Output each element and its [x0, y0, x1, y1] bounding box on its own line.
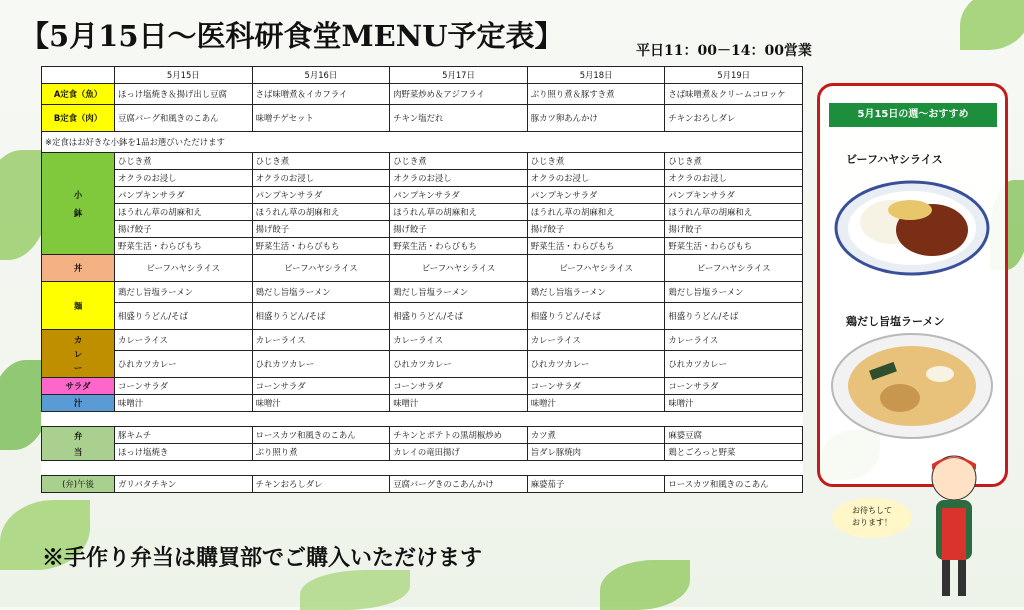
menu-cell: カレーライス [252, 330, 390, 351]
menu-cell: パンプキンサラダ [665, 187, 803, 204]
menu-cell: 揚げ餃子 [527, 221, 665, 238]
category-label-kobachi: 小 鉢 [42, 153, 115, 255]
menu-cell: 旨ダレ豚焼肉 [527, 444, 665, 461]
menu-cell: ビーフハヤシライス [527, 255, 665, 282]
menu-cell: オクラのお浸し [390, 170, 528, 187]
menu-cell: 鶏だし旨塩ラーメン [390, 282, 528, 303]
menu-cell: オクラのお浸し [665, 170, 803, 187]
speech-bubble: お待ちして おります！ [832, 498, 912, 538]
menu-cell: ビーフハヤシライス [115, 255, 253, 282]
menu-cell: ひれカツカレー [252, 351, 390, 378]
menu-cell: ロースカツ和風きのこあん [252, 427, 390, 444]
day-header: 5月17日 [390, 67, 528, 84]
menu-cell: 相盛りうどん/そば [527, 303, 665, 330]
category-label: (弁)午後 [42, 476, 115, 493]
table-row-teishoku-a [42, 84, 803, 105]
menu-cell: カレーライス [527, 330, 665, 351]
table-row-kobachi [42, 204, 803, 221]
menu-cell: ひれカツカレー [527, 351, 665, 378]
menu-cell: チキン塩だれ [390, 105, 528, 132]
menu-cell: 揚げ餃子 [115, 221, 253, 238]
menu-cell: 鶏とごろっと野菜 [665, 444, 803, 461]
menu-table [41, 66, 803, 493]
menu-cell: 相盛りうどん/そば [665, 303, 803, 330]
table-row-kobachi [42, 238, 803, 255]
category-label: 汁 [42, 395, 115, 412]
menu-cell: パンプキンサラダ [390, 187, 528, 204]
menu-cell: ほっけ塩焼き [115, 444, 253, 461]
teishoku-note: ※定食はお好きな小鉢を1品お選びいただけます [42, 132, 803, 153]
table-row-bento [42, 427, 803, 444]
hayashi-rice-image [832, 170, 992, 280]
day-header: 5月15日 [115, 67, 253, 84]
menu-cell: カレーライス [665, 330, 803, 351]
menu-cell: ほうれん草の胡麻和え [252, 204, 390, 221]
category-label: サラダ [42, 378, 115, 395]
menu-cell: ほうれん草の胡麻和え [115, 204, 253, 221]
menu-cell: ビーフハヤシライス [390, 255, 528, 282]
menu-cell: ガリバタチキン [115, 476, 253, 493]
leaf-decoration [600, 560, 690, 610]
menu-cell: 野菜生活・わらびもち [527, 238, 665, 255]
menu-cell: オクラのお浸し [252, 170, 390, 187]
table-row-kobachi [42, 170, 803, 187]
menu-cell: カレイの竜田揚げ [390, 444, 528, 461]
day-header: 5月18日 [527, 67, 665, 84]
leaf-decoration [300, 570, 410, 610]
menu-cell: 鶏だし旨塩ラーメン [527, 282, 665, 303]
menu-cell: 肉野菜炒め＆アジフライ [390, 84, 528, 105]
table-row-don [42, 255, 803, 282]
menu-cell: コーンサラダ [390, 378, 528, 395]
menu-cell: ほうれん草の胡麻和え [390, 204, 528, 221]
menu-cell: ほうれん草の胡麻和え [665, 204, 803, 221]
table-row-afternoon [42, 476, 803, 493]
menu-cell: 味噌汁 [527, 395, 665, 412]
menu-cell: ビーフハヤシライス [665, 255, 803, 282]
menu-cell: ひれカツカレー [390, 351, 528, 378]
menu-cell: ひれカツカレー [665, 351, 803, 378]
menu-cell: ひじき煮 [527, 153, 665, 170]
menu-cell: ほっけ塩焼き＆揚げ出し豆腐 [115, 84, 253, 105]
menu-cell: ひじき煮 [390, 153, 528, 170]
menu-cell: カレーライス [390, 330, 528, 351]
table-row-teishoku-b [42, 105, 803, 132]
menu-cell: チキンとポテトの黒胡椒炒め [390, 427, 528, 444]
waitress-illustration [918, 448, 988, 600]
category-label: A定食（魚） [42, 84, 115, 105]
menu-cell: ひじき煮 [665, 153, 803, 170]
table-row-kobachi [42, 153, 803, 170]
recommend-dish-2-label: 鶏だし旨塩ラーメン [846, 315, 945, 328]
menu-cell: 鶏だし旨塩ラーメン [252, 282, 390, 303]
footer-note: ※手作り弁当は購買部でご購入いただけます [42, 545, 483, 571]
business-hours: 平日11：00－14：00営業 [636, 43, 812, 59]
menu-cell: 相盛りうどん/そば [115, 303, 253, 330]
category-label: 麺 [42, 282, 115, 330]
table-row-kobachi [42, 221, 803, 238]
menu-cell: 味噌汁 [390, 395, 528, 412]
day-header: 5月16日 [252, 67, 390, 84]
menu-cell: 野菜生活・わらびもち [390, 238, 528, 255]
category-label: B定食（肉） [42, 105, 115, 132]
menu-cell: オクラのお浸し [115, 170, 253, 187]
menu-cell: 豚カツ卵あんかけ [527, 105, 665, 132]
menu-cell: パンプキンサラダ [115, 187, 253, 204]
menu-cell: 相盛りうどん/そば [252, 303, 390, 330]
menu-cell: ロースカツ和風きのこあん [665, 476, 803, 493]
menu-cell: パンプキンサラダ [252, 187, 390, 204]
day-header: 5月19日 [665, 67, 803, 84]
menu-cell: 野菜生活・わらびもち [665, 238, 803, 255]
recommend-dish-1-label: ビーフハヤシライス [846, 153, 943, 166]
menu-cell: オクラのお浸し [527, 170, 665, 187]
menu-cell: ほうれん草の胡麻和え [527, 204, 665, 221]
menu-cell: 鶏だし旨塩ラーメン [665, 282, 803, 303]
menu-cell: 麻婆豆腐 [665, 427, 803, 444]
menu-cell: 味噌汁 [252, 395, 390, 412]
menu-cell: ビーフハヤシライス [252, 255, 390, 282]
table-row-bento [42, 444, 803, 461]
category-label-curry: カ レ ー [42, 330, 115, 378]
menu-cell: コーンサラダ [115, 378, 253, 395]
menu-cell: 味噌汁 [665, 395, 803, 412]
menu-cell: 野菜生活・わらびもち [115, 238, 253, 255]
leaf-decoration [960, 0, 1024, 50]
menu-cell: ひじき煮 [115, 153, 253, 170]
menu-cell: 豆腐バーグ和風きのこあん [115, 105, 253, 132]
menu-cell: チキンおろしダレ [252, 476, 390, 493]
menu-cell: パンプキンサラダ [527, 187, 665, 204]
menu-cell: コーンサラダ [252, 378, 390, 395]
menu-cell: ひじき煮 [252, 153, 390, 170]
table-row-men [42, 303, 803, 330]
category-label: 丼 [42, 255, 115, 282]
menu-cell: カレーライス [115, 330, 253, 351]
menu-cell: 揚げ餃子 [665, 221, 803, 238]
menu-cell: 鶏だし旨塩ラーメン [115, 282, 253, 303]
menu-cell: ぶり照り煮 [252, 444, 390, 461]
menu-cell: 相盛りうどん/そば [390, 303, 528, 330]
menu-cell: ぶり照り煮＆豚すき煮 [527, 84, 665, 105]
menu-cell: カツ煮 [527, 427, 665, 444]
table-row-note [42, 132, 803, 153]
menu-cell: チキンおろしダレ [665, 105, 803, 132]
menu-cell: さば味噌煮＆イカフライ [252, 84, 390, 105]
recommend-header: 5月15日の週～おすすめ [829, 103, 997, 127]
table-header-row [42, 67, 803, 84]
menu-cell: 麻婆茄子 [527, 476, 665, 493]
menu-cell: 揚げ餃子 [390, 221, 528, 238]
category-label-bento: 弁 当 [42, 427, 115, 461]
table-row-salad [42, 378, 803, 395]
menu-cell: 味噌チゲセット [252, 105, 390, 132]
table-row-shiru [42, 395, 803, 412]
table-row-curry [42, 351, 803, 378]
menu-cell: コーンサラダ [665, 378, 803, 395]
ramen-image [830, 330, 995, 445]
menu-cell: コーンサラダ [527, 378, 665, 395]
table-row-curry [42, 330, 803, 351]
table-row-men [42, 282, 803, 303]
menu-cell: 揚げ餃子 [252, 221, 390, 238]
menu-cell: 味噌汁 [115, 395, 253, 412]
table-row-kobachi [42, 187, 803, 204]
menu-cell: 野菜生活・わらびもち [252, 238, 390, 255]
menu-cell: 豆腐バーグきのこあんかけ [390, 476, 528, 493]
menu-cell: さば味噌煮＆クリームコロッケ [665, 84, 803, 105]
menu-cell: ひれカツカレー [115, 351, 253, 378]
menu-cell: 豚キムチ [115, 427, 253, 444]
page-title: 【5月15日～医科研食堂MENU予定表】 [20, 19, 564, 53]
